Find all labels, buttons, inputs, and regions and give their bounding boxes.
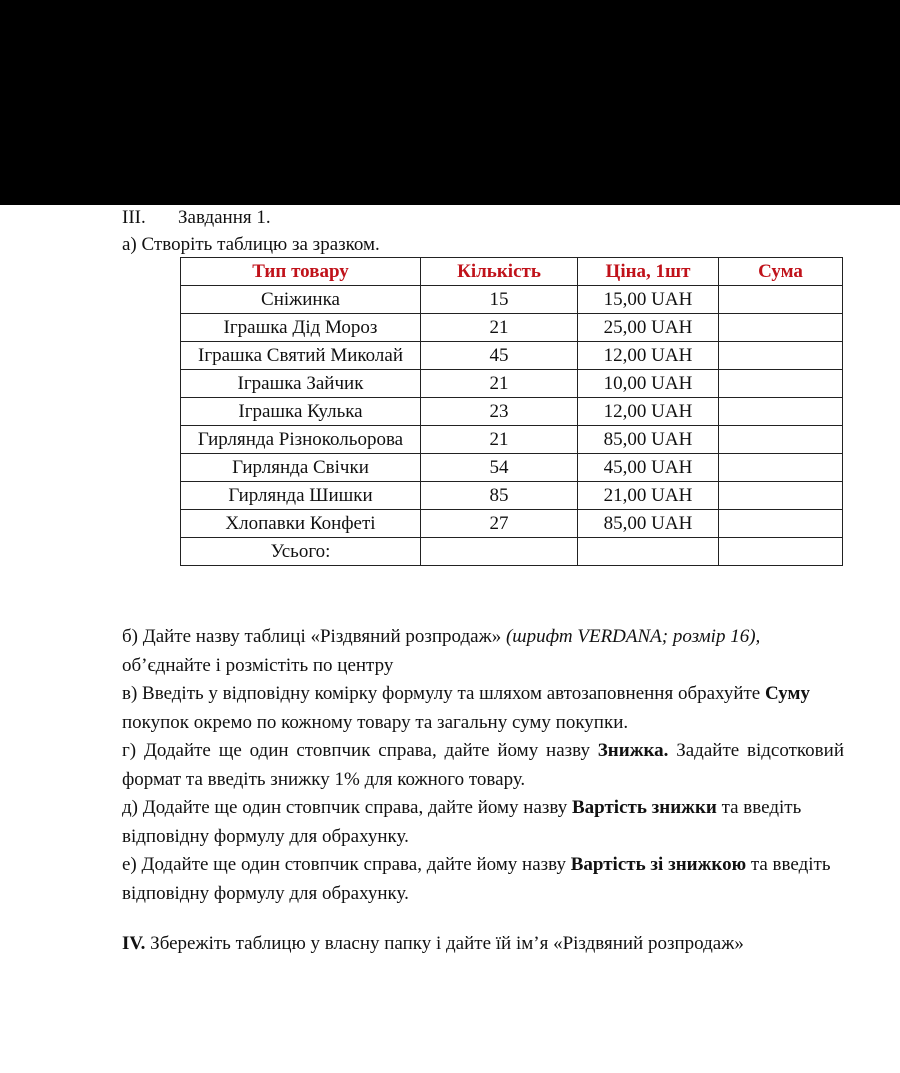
task-title: Завдання 1. xyxy=(178,207,271,228)
table-row xyxy=(181,482,843,510)
black-top-bar xyxy=(0,0,900,205)
cell-sum xyxy=(719,314,843,342)
table-row xyxy=(181,398,843,426)
cell-price: 85,00 UAH xyxy=(578,426,719,454)
document-page xyxy=(0,205,900,1073)
cell-name: Іграшка Святий Миколай xyxy=(181,342,421,370)
cell-name: Сніжинка xyxy=(181,286,421,314)
col-header-type: Тип товару xyxy=(181,258,421,286)
cell-qty: 15 xyxy=(421,286,578,314)
table-row xyxy=(181,454,843,482)
total-price xyxy=(578,538,719,566)
cell-price: 45,00 UAH xyxy=(578,454,719,482)
task-g-text2: Задайте відсотковий формат та введіть знижку 1% для кожного товару. xyxy=(122,740,844,790)
task-e-text2: та введіть відповідну формулу для обрахунку. xyxy=(122,854,831,904)
cell-price: 85,00 UAH xyxy=(578,510,719,538)
total-qty xyxy=(421,538,578,566)
total-sum xyxy=(719,538,843,566)
total-label: Усього: xyxy=(181,538,421,566)
cell-qty: 23 xyxy=(421,398,578,426)
cell-price: 12,00 UAH xyxy=(578,342,719,370)
cell-price: 25,00 UAH xyxy=(578,314,719,342)
task-g xyxy=(122,737,844,794)
table-row xyxy=(181,342,843,370)
task-d xyxy=(122,794,844,851)
table-row xyxy=(181,426,843,454)
section-iv-number: IV. xyxy=(122,933,146,954)
cell-name: Іграшка Дід Мороз xyxy=(181,314,421,342)
cell-sum xyxy=(719,370,843,398)
cell-price: 10,00 UAH xyxy=(578,370,719,398)
task-d-text2: та введіть відповідну формулу для обрахунку. xyxy=(122,797,802,847)
cell-qty: 21 xyxy=(421,370,578,398)
task-g-text: г) Додайте ще один стовпчик справа, дайте йому назву xyxy=(122,740,598,761)
cell-price: 12,00 UAH xyxy=(578,398,719,426)
cell-qty: 54 xyxy=(421,454,578,482)
table-header-row xyxy=(181,258,843,286)
total-row xyxy=(181,538,843,566)
task-v-text: в) Введіть у відповідну комірку формулу та шляхом автозаповнення обрахуйте xyxy=(122,683,765,704)
task-v-bold: Суму xyxy=(765,683,810,704)
col-header-sum: Сума xyxy=(719,258,843,286)
task-e-text: е) Додайте ще один стовпчик справа, дайте йому назву xyxy=(122,854,571,875)
cell-qty: 85 xyxy=(421,482,578,510)
cell-sum xyxy=(719,342,843,370)
task-d-bold: Вартість знижки xyxy=(571,797,717,818)
task-heading xyxy=(122,206,271,230)
cell-qty: 21 xyxy=(421,314,578,342)
cell-name: Гирлянда Різнокольорова xyxy=(181,426,421,454)
task-d-text: д) Додайте ще один стовпчик справа, дайте йому назву xyxy=(122,797,572,818)
cell-sum xyxy=(719,286,843,314)
cell-qty: 21 xyxy=(421,426,578,454)
cell-name: Іграшка Зайчик xyxy=(181,370,421,398)
task-b-font-note: (шрифт VERDANA; розмір 16), xyxy=(505,626,761,647)
task-iv-text: Збережіть таблицю у власну папку і дайте їй ім’я «Різдвяний розпродаж» xyxy=(145,933,744,954)
task-b-text2: об’єднайте і розмістіть по центру xyxy=(122,654,394,676)
task-iv xyxy=(122,930,844,959)
cell-qty: 45 xyxy=(421,342,578,370)
cell-name: Хлопавки Конфеті xyxy=(181,510,421,538)
table-row xyxy=(181,314,843,342)
cell-price: 21,00 UAH xyxy=(578,482,719,510)
col-header-quantity: Кількість xyxy=(421,258,578,286)
task-v xyxy=(122,680,844,737)
subtask-a: а) Створіть таблицю за зразком. xyxy=(122,234,380,255)
cell-price: 15,00 UAH xyxy=(578,286,719,314)
task-g-bold: Знижка. xyxy=(597,740,669,761)
table-row xyxy=(181,370,843,398)
goods-table xyxy=(180,257,843,566)
task-b-text: б) Дайте назву таблиці «Різдвяний розпродаж» xyxy=(122,626,506,647)
cell-sum xyxy=(719,398,843,426)
task-e xyxy=(122,851,844,908)
table-row xyxy=(181,286,843,314)
cell-name: Гирлянда Свічки xyxy=(181,454,421,482)
task-b xyxy=(122,623,844,680)
cell-sum xyxy=(719,510,843,538)
cell-qty: 27 xyxy=(421,510,578,538)
section-number: III. xyxy=(122,207,146,228)
col-header-price: Ціна, 1шт xyxy=(578,258,719,286)
cell-sum xyxy=(719,454,843,482)
table-row xyxy=(181,510,843,538)
cell-name: Гирлянда Шишки xyxy=(181,482,421,510)
cell-sum xyxy=(719,482,843,510)
cell-name: Іграшка Кулька xyxy=(181,398,421,426)
task-v-text2: покупок окремо по кожному товару та загальну суму покупки. xyxy=(122,711,629,733)
cell-sum xyxy=(719,426,843,454)
task-e-bold: Вартість зі знижкою xyxy=(570,854,747,875)
